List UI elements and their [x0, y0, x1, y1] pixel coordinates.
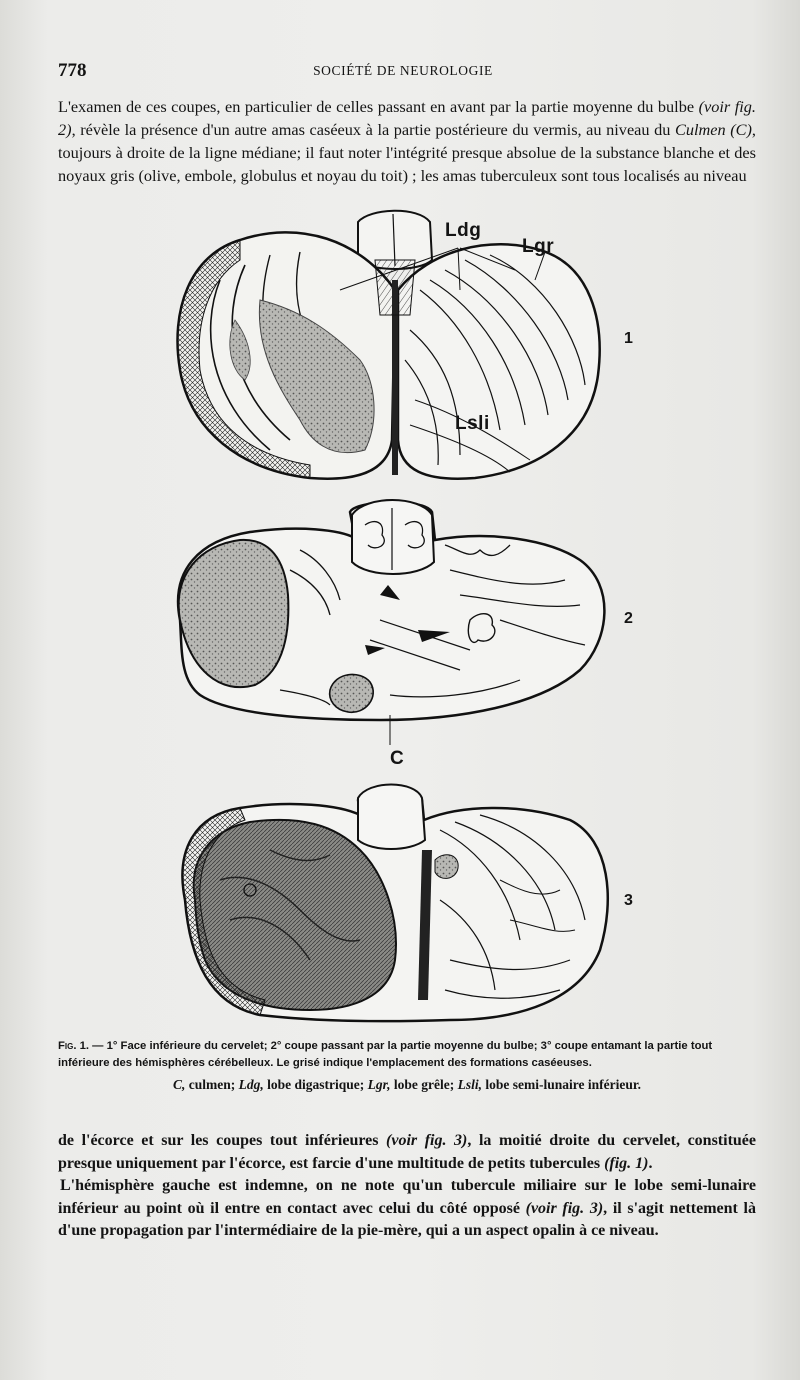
text-run: L'hémisphère gauche est indemne, on ne note qu'un tubercule miliaire sur le lobe semi-lunaire inférieur au point où il entre en contact avec celui du côté opposé — [58, 1177, 756, 1217]
text-run: , toujours à droite de la ligne médiane; il faut noter l'intégrité presque absolue de la substance blanche et des noyaux gris (olive, embole, globulus et noyau du toit) ; les amas tuberculeux sont tous localisés au niveau — [58, 120, 756, 185]
legend-text: lobe grêle; — [390, 1077, 458, 1092]
text-run: . — [648, 1154, 653, 1172]
top-paragraph — [58, 95, 756, 187]
text-run: L'examen de ces coupes, en particulier de celles passant en avant par la partie moyenne du bulbe — [58, 97, 699, 116]
text-run: , la moitié droite du cervelet, constituée presque uniquement par l'écorce, est farcie d'une multitude de petits tubercules — [58, 1132, 756, 1172]
running-title: SOCIÉTÉ DE NEUROLOGIE — [313, 63, 493, 78]
text-run: , il s'agit nettement là d'une propagation par l'intermédiaire de la pie-mère, qui a un aspect opalin à ce niveau. — [58, 1199, 756, 1239]
paragraph — [58, 1175, 756, 1243]
drawing-number-2: 2 — [624, 610, 633, 627]
anatomy-reference: Culmen (C) — [674, 120, 752, 139]
figure-reference: (voir fig. 3) — [525, 1199, 604, 1217]
page-header — [58, 60, 748, 82]
label-ldg: Ldg — [445, 220, 482, 241]
caption-fig-label: Fig. 1. — [58, 1040, 90, 1052]
legend-text: lobe semi-lunaire inférieur. — [482, 1077, 642, 1092]
drawing-number-1: 1 — [624, 330, 633, 347]
page-number: 778 — [58, 60, 87, 81]
bottom-paragraphs — [58, 1130, 756, 1243]
figure-reference: (fig. 1) — [604, 1154, 649, 1172]
text-run: , révèle la présence d'un autre amas caséeux à la partie postérieure du vermis, au niveau du — [71, 120, 675, 139]
legend-abbrev: Lsli, — [457, 1077, 483, 1092]
label-c: C — [390, 748, 405, 769]
legend-text: culmen; — [185, 1077, 239, 1092]
figure-drawing — [160, 200, 630, 1030]
figure-caption — [58, 1038, 756, 1093]
legend-text: lobe digastrique; — [263, 1077, 368, 1092]
label-lgr: Lgr — [522, 236, 555, 257]
drawing-2 — [178, 500, 604, 745]
legend-abbrev: C, — [172, 1077, 186, 1092]
legend-abbrev: Ldg, — [238, 1077, 264, 1092]
caption-legend — [58, 1076, 756, 1093]
figure-reference: (voir fig. 2) — [58, 97, 756, 139]
caption-text: — 1° Face inférieure du cervelet; 2° coupe passant par la partie moyenne du bulbe; 3° coupe entamant la partie tout inférieure des hémisphères cérébelleux. Le grisé indique l'emplacement des formations caséeuses. — [58, 1040, 713, 1069]
legend-abbrev: Lgr, — [367, 1077, 391, 1092]
drawing-3 — [182, 785, 607, 1022]
figure-reference: (voir fig. 3) — [386, 1132, 468, 1149]
cerebellum-figure — [160, 200, 633, 1030]
drawing-number-3: 3 — [624, 892, 633, 909]
paragraph — [58, 1130, 756, 1175]
text-run: de l'écorce et sur les coupes tout inférieures — [58, 1132, 387, 1149]
label-lsli: Lsli — [455, 413, 490, 434]
